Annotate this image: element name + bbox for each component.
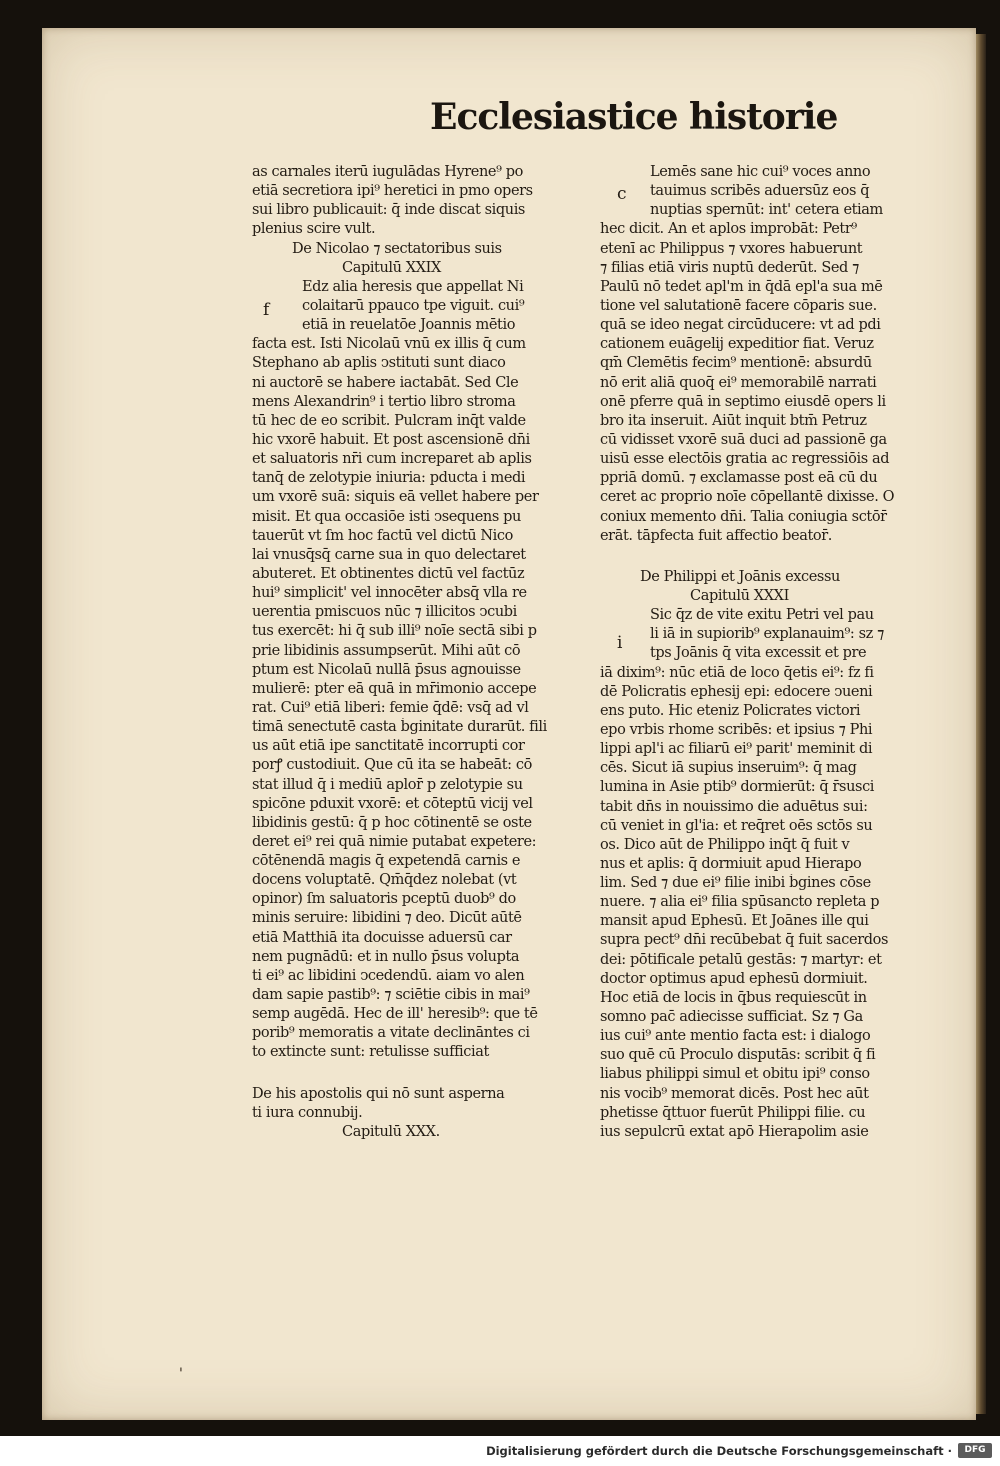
text-line: semp augēdā. Hec de ill' heresib⁹: que tē <box>252 1006 538 1023</box>
text-line: minis seruire: libidini ⁊ deo. Dicūt aūtē <box>252 910 522 927</box>
text-line: lippi apl'i ac filiarū ei⁹ parit' meminit di <box>600 741 873 758</box>
text-line: ppriā domū. ⁊ exclamasse post eā cū du <box>600 470 878 487</box>
text-line: ptum est Nicolaū nullā p̄sus agnouisse <box>252 661 521 678</box>
text-line: etenī ac Philippus ⁊ vxores habuerunt <box>600 240 863 257</box>
text-line: nem pugnādū: et in nullo p̄sus volupta <box>252 948 520 965</box>
text-line: us aūt etiā ipe sanctitatē incorrupti cor <box>252 738 525 755</box>
dfg-logo: DFG <box>958 1443 992 1458</box>
text-line: tus exercēt: hi q̄ sub illi⁹ noīe sectā sibi p <box>252 623 537 640</box>
text-line: mens Alexandrin⁹ i tertio libro stroma <box>252 393 516 410</box>
left-text-column <box>252 163 577 1142</box>
guide-letter-c: c <box>617 184 627 204</box>
text-line: erāt. tāpfecta fuit affectio beator̄. <box>600 527 832 544</box>
text-line: spicōne pduxit vxorē: et cōteptū vicij vel <box>252 795 533 812</box>
text-line: os. Dico aūt de Philippo inq̄t q̄ fuit v <box>600 836 850 853</box>
text-line: ti ei⁹ ac libidini ↄcedendū. aiam vo alen <box>252 967 525 984</box>
text-line: qm̄ Clemētis fecim⁹ mentionē: absurdū <box>600 355 872 372</box>
text-line: cōtēnendā magis q̄ expetendā carnis e <box>252 853 521 870</box>
text-line: dei: pōtificale petalū gestās: ⁊ martyr: et <box>600 951 882 968</box>
guide-letter-f: f <box>263 300 270 320</box>
paragraph-gap <box>600 546 930 568</box>
text-line: iā dixim⁹: nūc etiā de loco q̄etis ei⁹: fz fi <box>600 664 874 681</box>
text-line: supra pect⁹ dn̄i recūbebat q̄ fuit sacerdos <box>600 932 888 949</box>
text-line: prie libidinis assumpserūt. Mihi aūt cō <box>252 642 521 659</box>
text-line: De Philippi et Joānis excessu <box>640 568 840 585</box>
text-line: hec dicit. An et aplos improbāt: Petr⁹ <box>600 221 857 238</box>
text-line: dē Policratis ephesij epi: edocere ↄueni <box>600 683 873 700</box>
text-line: to extincte sunt: retulisse sufficiat <box>252 1044 489 1061</box>
text-line: colaitarū ppauco tpe viguit. cui⁹ <box>302 297 525 314</box>
text-line: coniux memento dn̄i. Talia coniugia sctōr̄ <box>600 508 887 525</box>
text-line: Paulū nō tedet apl'm in q̄dā epl'a sua mē <box>600 278 883 295</box>
text-line: Stephano ab aplis ↄstituti sunt diaco <box>252 355 506 372</box>
text-line: uisū esse electōis gratia ac regressiōis ad <box>600 451 890 468</box>
text-line: sui libro publicauit: q̄ inde discat siquis <box>252 202 525 219</box>
text-line: rat. Cui⁹ etiā liberi: femie q̄dē: vsq̄ ad vl <box>252 699 529 716</box>
guide-letter-i: i <box>617 633 623 653</box>
text-line: dam sapie pastib⁹: ⁊ sciētie cibis in mai⁹ <box>252 987 530 1004</box>
text-line: opinor) ſm saluatoris pceptū duob⁹ do <box>252 891 516 908</box>
text-line: cationem euāgelij expeditior fiat. Veruz <box>600 336 874 353</box>
text-line: tps Joānis q̄ vita excessit et pre <box>650 645 867 662</box>
text-line: libidinis gestū: q̄ p hoc cōtinentē se oste <box>252 814 532 831</box>
running-header: Ecclesiastice historie <box>430 96 838 138</box>
text-line: epo vrbis rhome scribēs: et ipsius ⁊ Phi <box>600 721 873 738</box>
text-line: tanq̄ de zelotypie iniuria: pducta i medi <box>252 470 526 487</box>
text-line: porꝭ custodiuit. Que cū ita se habeāt: cō <box>252 757 532 774</box>
text-line: nuptias spernūt: int' cetera etiam <box>650 202 883 219</box>
text-line: ens puto. Hic eteniz Policrates victori <box>600 702 861 719</box>
text-line: cēs. Sicut iā supius inseruim⁹: q̄ mag <box>600 760 857 777</box>
text-line: um vxorē suā: siquis eā vellet habere per <box>252 489 539 506</box>
text-line: ius cui⁹ ante mentio facta est: i dialogo <box>600 1028 871 1045</box>
text-line: Sic q̄z de vite exitu Petri vel pau <box>650 607 874 624</box>
text-line: misit. Et qua occasiōe isti ↄsequens pu <box>252 508 521 525</box>
text-line: tū hec de eo scribit. Pulcram inq̄t valde <box>252 412 526 429</box>
text-line: ceret ac proprio noīe cōpellantē dixisse. O <box>600 489 895 506</box>
text-line: Capitulū XXXI <box>690 587 789 604</box>
text-line: docens voluptatē. Qm̄q̄dez nolebat (vt <box>252 872 517 889</box>
text-line: hic vxorē habuit. Et post ascensionē dn̄i <box>252 431 530 448</box>
footer-credit: Digitalisierung gefördert durch die Deutsche Forschungsgemeinschaft · <box>486 1444 952 1458</box>
text-line: tabit dn̄s in nouissimo die aduētus sui: <box>600 798 868 815</box>
paragraph-gap <box>252 1063 577 1085</box>
text-line: ⁊ filias etiā viris nuptū dederūt. Sed ⁊ <box>600 259 859 276</box>
text-line: porib⁹ memoratis a vitate declināntes ci <box>252 1025 530 1042</box>
text-line: et saluatoris nr̄i cum increparet ab aplis <box>252 451 532 468</box>
text-line: phetisse q̄ttuor fuerūt Philippi filie. cu <box>600 1104 866 1121</box>
text-line: nus et aplis: q̄ dormiuit apud Hierapo <box>600 855 862 872</box>
text-line: mulierē: pter eā quā in mr̄imonio accepe <box>252 680 537 697</box>
text-line: as carnales iterū iugulādas Hyrene⁹ po <box>252 164 523 180</box>
text-line: hui⁹ simplicit' vel innocēter absq̄ vlla re <box>252 585 527 602</box>
text-line: etiā Matthiā ita docuisse aduersū car <box>252 929 512 946</box>
text-line: lai vnusq̄sq̄ carne sua in quo delectaret <box>252 546 526 563</box>
text-line: doctor optimus apud ephesū dormiuit. <box>600 970 868 987</box>
text-line: ni auctorē se habere iactabāt. Sed Cle <box>252 374 519 391</box>
text-line: bro ita inseruit. Aiūt inquit btm̄ Petruz <box>600 412 867 429</box>
text-line: ti iura connubij. <box>252 1104 363 1121</box>
text-line: suo quē cū Proculo disputās: scribit q̄ fi <box>600 1047 876 1064</box>
text-line: onē pferre quā in septimo eiusdē opers li <box>600 393 886 410</box>
text-line: etiā in reuelatōe Joannis mētio <box>302 317 516 334</box>
text-line: mansit apud Ephesū. Et Joānes ille qui <box>600 913 869 930</box>
page-edge <box>976 34 986 1414</box>
text-line: abuteret. Et obtinentes dictū vel factūz <box>252 565 525 582</box>
text-line: liabus philippi simul et obitu ipi⁹ conso <box>600 1066 870 1083</box>
text-line: tauerūt vt ſm hoc factū vel dictū Nico <box>252 527 513 544</box>
text-line: timā senectutē casta ḃginitate durarūt. fili <box>252 719 547 736</box>
text-line: stat illud q̄ i mediū aplor̄ p zelotypie su <box>252 776 523 793</box>
text-line: somno pac̄ adiecisse sufficiat. Sz ⁊ Ga <box>600 1009 863 1026</box>
text-line: Lemēs sane hic cui⁹ voces anno <box>650 164 871 180</box>
text-line: De his apostolis qui nō sunt asperna <box>252 1085 505 1102</box>
text-line: quā se ideo negat circūducere: vt ad pdi <box>600 317 881 334</box>
text-line: uerentia pmiscuos nūc ⁊ illicitos ↄcubi <box>252 604 517 621</box>
text-line: nō erit aliā quoq̄ ei⁹ memorabilē narrati <box>600 374 877 391</box>
text-line: cū veniet in gl'ia: et req̄ret oēs sctōs su <box>600 817 873 834</box>
text-line: li iā in supiorib⁹ explanauim⁹: sz ⁊ <box>650 626 884 643</box>
text-line: cū vidisset vxorē suā duci ad passionē ga <box>600 431 887 448</box>
text-line: tione vel salutationē facere cōparis sue. <box>600 297 877 314</box>
text-line: lumina in Asie ptib⁹ dormierūt: q̄ r̄susci <box>600 779 875 796</box>
text-line: nis vocib⁹ memorat dicēs. Post hec aūt <box>600 1085 869 1102</box>
text-line: deret ei⁹ rei quā nimie putabat expetere: <box>252 833 537 850</box>
text-line: nuere. ⁊ alia ei⁹ filia spūsancto repleta p <box>600 894 880 911</box>
text-line: Capitulū XXX. <box>342 1123 440 1140</box>
text-line: lim. Sed ⁊ due ei⁹ filie inibi ḃgines cōse <box>600 875 871 892</box>
margin-mark: ' <box>179 1366 183 1382</box>
text-line: plenius scire vult. <box>252 221 376 238</box>
text-line: De Nicolao ⁊ sectatoribus suis <box>292 240 502 257</box>
right-text-column <box>600 163 930 1142</box>
text-line: facta est. Isti Nicolaū vnū ex illis q̄ cum <box>252 336 526 353</box>
text-line: Capitulū XXIX <box>342 259 441 276</box>
text-line: Hoc etiā de locis in q̄bus requiescūt in <box>600 989 867 1006</box>
text-line: ius sepulcrū extat apō Hierapolim asie <box>600 1123 869 1140</box>
text-line: Edz alia heresis que appellat Ni <box>302 278 524 295</box>
footer-bar <box>0 1436 1000 1466</box>
text-line: etiā secretiora ipi⁹ heretici in pmo opers <box>252 183 533 200</box>
text-line: tauimus scribēs aduersūz eos q̄ <box>650 183 870 200</box>
